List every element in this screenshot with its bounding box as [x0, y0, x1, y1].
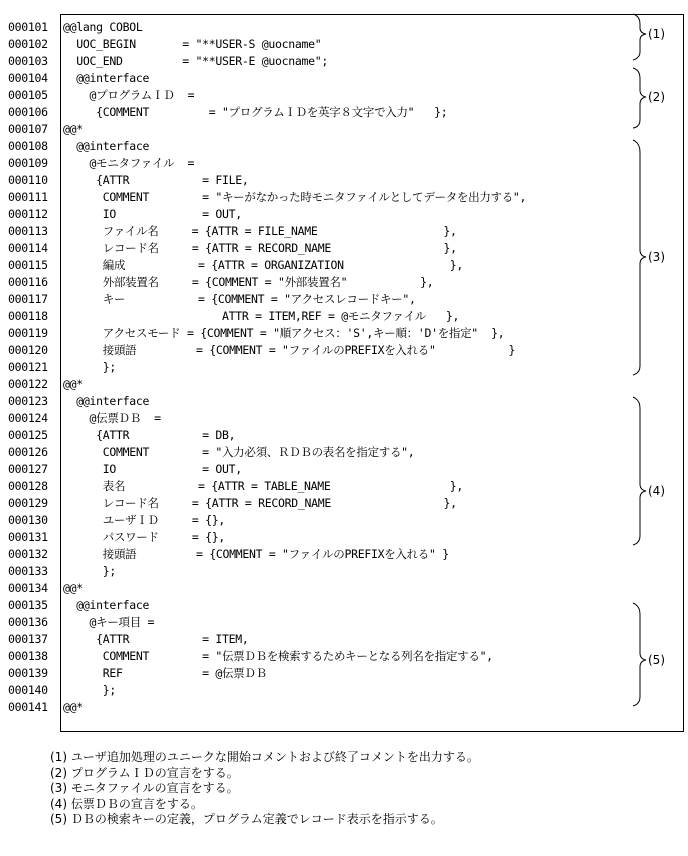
code-line: @伝票ＤＢ =: [63, 411, 161, 425]
brace-label-2: (2): [648, 90, 665, 104]
line-number: 000119: [8, 326, 48, 340]
code-line: REF = @伝票ＤＢ: [63, 666, 267, 680]
line-number: 000137: [8, 632, 48, 646]
line-number: 000126: [8, 445, 48, 459]
brace-label-3: (3): [648, 250, 665, 264]
code-line: COMMENT = "入力必須、ＲＤＢの表名を指定する",: [63, 445, 415, 459]
code-line: アクセスモード = {COMMENT = "順アクセス：'S',キー順：'D'を指定" },: [63, 326, 505, 340]
code-line: 接頭語 = {COMMENT = "ファイルのPREFIXを入れる" }: [63, 343, 516, 357]
code-line: レコード名 = {ATTR = RECORD_NAME },: [63, 241, 457, 255]
code-line: {COMMENT = "プログラムＩＤを英字８文字で入力" };: [63, 105, 448, 119]
line-number: 000115: [8, 258, 48, 272]
footnote: (5) ＤＢの検索キーの定義，プログラム定義でレコード表示を指示する。: [50, 812, 443, 826]
code-line: UOC_END = "**USER-E @uocname";: [63, 54, 328, 68]
code-line: @キー項目 =: [63, 615, 155, 629]
line-number: 000136: [8, 615, 48, 629]
brace-label-1: (1): [648, 27, 665, 41]
code-line: IO = OUT,: [63, 462, 242, 476]
line-number: 000135: [8, 598, 48, 612]
brace-2: [633, 68, 646, 128]
code-line: @@*: [63, 122, 83, 136]
brace-label-5: (5): [648, 653, 665, 667]
footnote: (4) 伝票ＤＢの宣言をする。: [50, 796, 203, 811]
code-line: {ATTR = ITEM,: [63, 632, 249, 646]
brace-1: [633, 14, 646, 60]
code-line: @@interface: [63, 394, 150, 408]
line-number: 000104: [8, 71, 48, 85]
code-line: キー = {COMMENT = "アクセスレコードキー",: [63, 292, 416, 306]
code-line: };: [63, 564, 116, 578]
line-number: 000103: [8, 54, 48, 68]
line-number: 000112: [8, 207, 48, 221]
code-line: COMMENT = "キーがなかった時モニタファイルとしてデータを出力する",: [63, 190, 527, 204]
code-line: UOC_BEGIN = "**USER-S @uocname": [63, 37, 322, 51]
line-number: 000130: [8, 513, 48, 527]
line-number: 000131: [8, 530, 48, 544]
code-line: 接頭語 = {COMMENT = "ファイルのPREFIXを入れる" }: [63, 547, 449, 561]
line-number: 000140: [8, 683, 48, 697]
code-line: {ATTR = FILE,: [63, 173, 249, 187]
code-line: @プログラムＩＤ =: [63, 88, 195, 102]
footnote: (3) モニタファイルの宣言をする。: [50, 781, 239, 795]
line-number: 000128: [8, 479, 48, 493]
code-line: @@*: [63, 581, 83, 595]
code-line: ATTR = ITEM,REF = @モニタファイル },: [63, 309, 460, 323]
footnotes: [50, 750, 479, 828]
code-line: };: [63, 683, 116, 697]
line-number: 000133: [8, 564, 48, 578]
line-number: 000110: [8, 173, 48, 187]
line-number: 000107: [8, 122, 48, 136]
code-line: IO = OUT,: [63, 207, 242, 221]
footnote: (2) プログラムＩＤの宣言をする。: [50, 765, 239, 780]
brace-4: [633, 397, 646, 545]
code-line: @@*: [63, 377, 83, 391]
brace-label-4: (4): [648, 484, 665, 498]
brace-3: [633, 140, 646, 375]
code-line: 表名 = {ATTR = TABLE_NAME },: [63, 479, 463, 493]
line-number: 000132: [8, 547, 48, 561]
code-line: レコード名 = {ATTR = RECORD_NAME },: [63, 496, 457, 510]
line-number: 000134: [8, 581, 48, 595]
code-line: @@interface: [63, 598, 150, 612]
code-line: 編成 = {ATTR = ORGANIZATION },: [63, 258, 463, 272]
line-number: 000114: [8, 241, 48, 255]
line-number: 000109: [8, 156, 48, 170]
code-line: {ATTR = DB,: [63, 428, 236, 442]
line-number: 000108: [8, 139, 48, 153]
line-number: 000127: [8, 462, 48, 476]
line-number: 000117: [8, 292, 48, 306]
line-number: 000120: [8, 343, 48, 357]
line-number: 000124: [8, 411, 48, 425]
code-line: ユーザＩＤ = {},: [63, 513, 225, 527]
line-number: 000129: [8, 496, 48, 510]
code-line: @@lang COBOL: [63, 20, 143, 34]
line-number: 000122: [8, 377, 48, 391]
line-number: 000113: [8, 224, 48, 238]
line-number: 000116: [8, 275, 48, 289]
code-line: @@*: [63, 700, 83, 714]
line-number: 000106: [8, 105, 48, 119]
line-number: 000102: [8, 37, 48, 51]
line-number: 000141: [8, 700, 48, 714]
line-number: 000138: [8, 649, 48, 663]
code-line: @モニタファイル =: [63, 156, 195, 170]
line-number: 000125: [8, 428, 48, 442]
line-number: 000111: [8, 190, 48, 204]
line-number: 000139: [8, 666, 48, 680]
code-line: パスワード = {},: [63, 530, 225, 544]
line-number: 000121: [8, 360, 48, 374]
line-number: 000101: [8, 20, 48, 34]
code-line: ファイル名 = {ATTR = FILE_NAME },: [63, 224, 457, 238]
code-line: @@interface: [63, 71, 150, 85]
code-line: 外部装置名 = {COMMENT = "外部装置名" },: [63, 275, 434, 289]
line-number: 000123: [8, 394, 48, 408]
line-number: 000118: [8, 309, 48, 323]
code-line: @@interface: [63, 139, 150, 153]
line-number: 000105: [8, 88, 48, 102]
brace-5: [633, 603, 646, 706]
code-line: };: [63, 360, 116, 374]
code-line: COMMENT = "伝票ＤＢを検索するためキーとなる列名を指定する",: [63, 649, 493, 663]
footnote: (1) ユーザ追加処理のユニークな開始コメントおよび終了コメントを出力する。: [50, 750, 479, 764]
